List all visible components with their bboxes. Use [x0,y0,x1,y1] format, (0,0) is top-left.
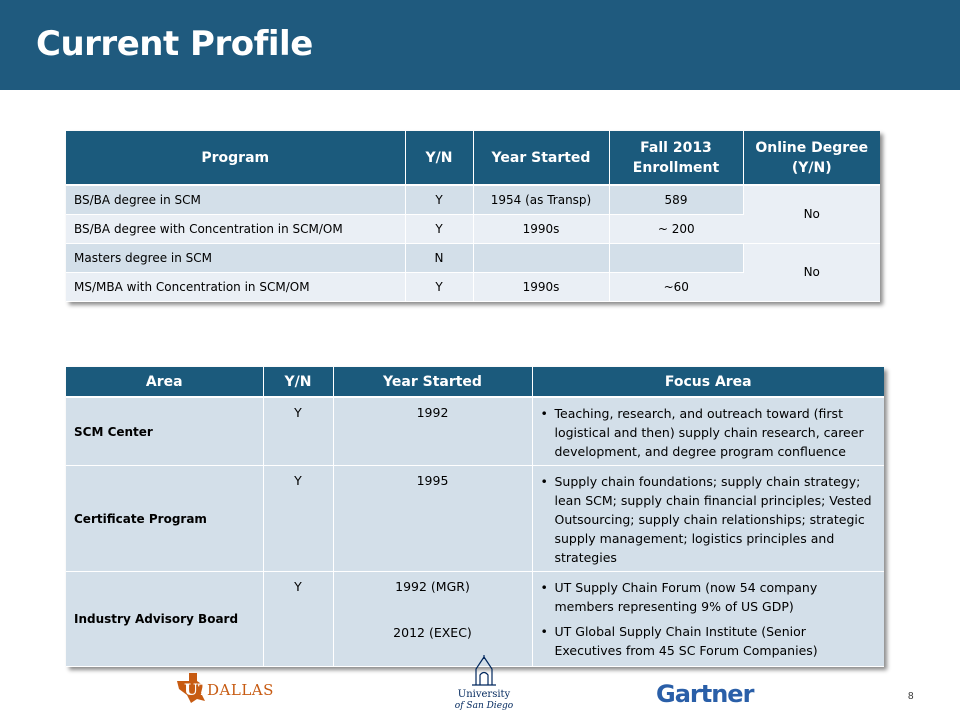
yn-cell: Y [405,214,473,243]
areas-table [66,367,884,667]
program-cell: Masters degree in SCM [66,243,405,272]
year-started-value: 1992 [416,405,449,420]
page-number: 8 [908,691,914,702]
table-row [66,243,880,272]
header-area: Area [66,367,263,397]
focus-bullet: • UT Global Supply Chain Institute (Senior Executives from 45 SC Forum Companies) [541,622,877,660]
year-started-value: 1992 (MGR) [395,579,470,594]
enrollment-cell: 589 [609,185,743,214]
table-header-row [66,367,884,397]
yn-cell: N [405,243,473,272]
year-started-cell: 1990s [473,214,609,243]
page-title: Current Profile [36,24,313,64]
title-bar [0,0,960,90]
year-started-value: 2012 (EXEC) [393,625,472,640]
table-row [66,466,884,572]
focus-bullet: • Supply chain foundations; supply chain strategy; lean SCM; supply chain financial principles; Vested Outsourcing; supply chain relationships; strategic supply management; logistics principles and strategies [541,472,877,567]
area-cell: Industry Advisory Board [66,572,263,667]
usd-line2: of San Diego [454,701,514,711]
header-program: Program [66,131,405,185]
university-of-san-diego-logo [450,655,518,713]
enrollment-cell: ~60 [609,272,743,301]
focus-area-cell [532,397,884,466]
table-header-row [66,131,880,185]
enrollment-cell: ~ 200 [609,214,743,243]
header-yn: Y/N [405,131,473,185]
mission-tower-icon [472,655,496,685]
yn-cell: Y [263,397,333,466]
program-cell: MS/MBA with Concentration in SCM/OM [66,272,405,301]
header-enrollment: Fall 2013 Enrollment [609,131,743,185]
program-cell: BS/BA degree with Concentration in SCM/OM [66,214,405,243]
dallas-text: DALLAS [207,681,274,699]
yn-cell: Y [405,272,473,301]
area-cell: SCM Center [66,397,263,466]
table-row [66,397,884,466]
programs-table [66,131,880,302]
ut-dallas-logo [175,671,280,705]
gartner-logo [656,678,760,708]
year-started-cell [333,572,532,667]
year-started-cell: 1954 (as Transp) [473,185,609,214]
yn-cell: Y [405,185,473,214]
usd-line1: University [457,689,511,700]
header-year-started: Year Started [473,131,609,185]
yn-cell: Y [263,572,333,667]
header-online-degree: Online Degree (Y/N) [743,131,880,185]
year-started-cell [333,466,532,572]
table-row [66,572,884,667]
yn-cell: Y [263,466,333,572]
gartner-text: Gartner [656,680,754,708]
focus-bullet: • UT Supply Chain Forum (now 54 company members representing 9% of US GDP) [541,578,877,616]
program-cell: BS/BA degree in SCM [66,185,405,214]
table-row [66,185,880,214]
ut-mark: UT [184,680,210,699]
header-focus-area: Focus Area [532,367,884,397]
header-year-started: Year Started [333,367,532,397]
year-started-cell [333,397,532,466]
year-started-value: 1995 [416,473,449,488]
year-started-cell [473,243,609,272]
header-yn: Y/N [263,367,333,397]
area-cell: Certificate Program [66,466,263,572]
year-started-cell: 1990s [473,272,609,301]
enrollment-cell [609,243,743,272]
focus-bullet: • Teaching, research, and outreach toward (first logistical and then) supply chain research, career development, and degree program confluence [541,404,877,461]
focus-area-cell [532,572,884,667]
focus-area-cell [532,466,884,572]
online-degree-cell: No [743,243,880,301]
online-degree-cell: No [743,185,880,243]
